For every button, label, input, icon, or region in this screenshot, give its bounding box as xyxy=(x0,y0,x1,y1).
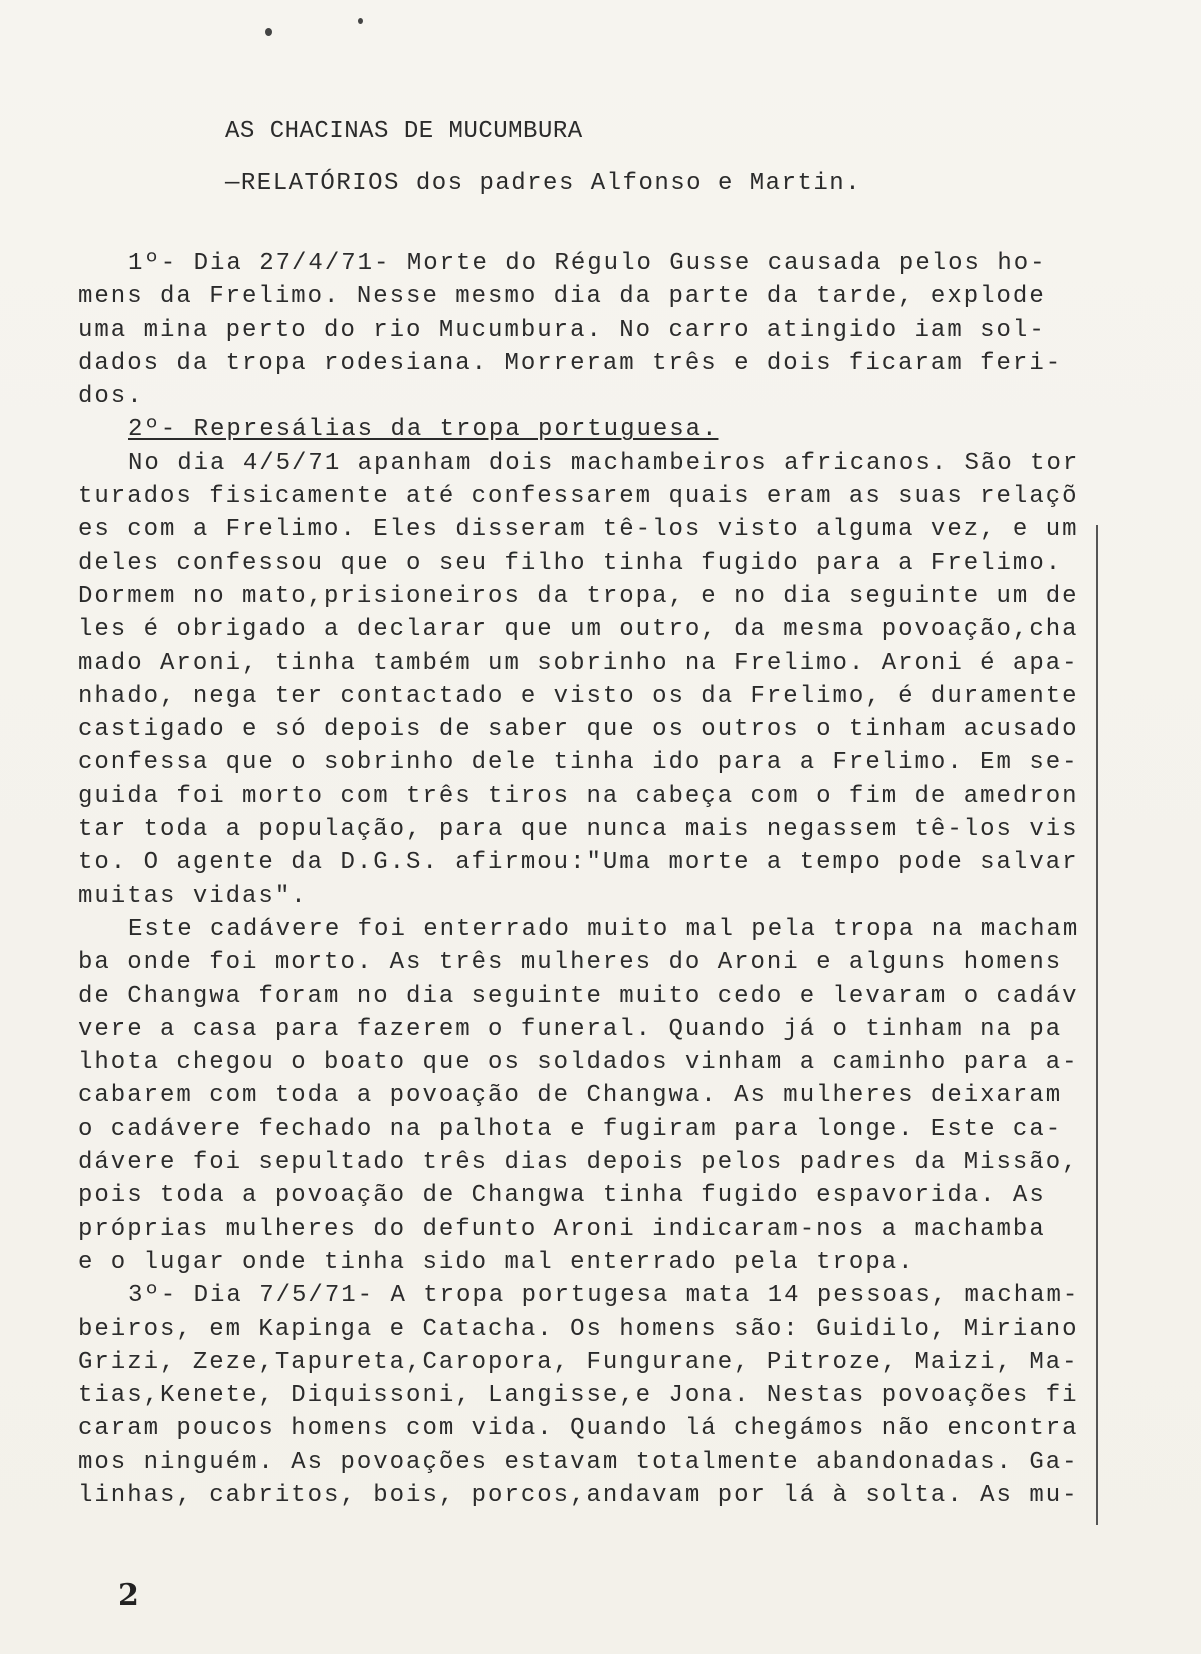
document-subtitle: —RELATÓRIOS dos padres Alfonso e Martin. xyxy=(225,170,862,197)
text-line: confessa que o sobrinho dele tinha ido para a Frelimo. Em se- xyxy=(78,749,1079,777)
text-line: deles confessou que o seu filho tinha fugido para a Frelimo. xyxy=(78,549,1063,577)
text-line: 1º- Dia 27/4/71- Morte do Régulo Gusse causada pelos ho- xyxy=(128,250,1047,277)
text-line: próprias mulheres do defunto Aroni indicaram-nos a machamba xyxy=(78,1215,1046,1243)
text-line: o cadávere fechado na palhota e fugiram para longe. Este ca- xyxy=(78,1115,1063,1143)
text-line: nhado, nega ter contactado e visto os da Frelimo, é duramente xyxy=(78,682,1079,710)
document-body xyxy=(78,247,1118,1512)
text-line: 3º- Dia 7/5/71- A tropa portugesa mata 14 pessoas, macham- xyxy=(128,1282,1080,1310)
text-line: muitas vidas". xyxy=(78,882,308,910)
text-line: dávere foi sepultado três dias depois pelos padres da Missão, xyxy=(78,1149,1079,1177)
text-line: beiros, em Kapinga e Catacha. Os homens são: Guidilo, Miriano xyxy=(78,1315,1079,1343)
text-line: vere a casa para fazerem o funeral. Quando já o tinham na pa xyxy=(78,1015,1063,1043)
margin-line xyxy=(1096,525,1098,1525)
text-line: Dormem no mato,prisioneiros da tropa, e no dia seguinte um de xyxy=(78,582,1079,610)
text-line: mado Aroni, tinha também um sobrinho na Frelimo. Aroni é apa- xyxy=(78,649,1079,677)
text-line: Grizi, Zeze,Tapureta,Caropora, Fungurane, Pitroze, Maizi, Ma- xyxy=(78,1348,1079,1376)
text-line: es com a Frelimo. Eles disseram tê-los visto alguma vez, e um xyxy=(78,516,1079,544)
text-line: ba onde foi morto. As três mulheres do Aroni e alguns homens xyxy=(78,949,1063,977)
text-line: lhota chegou o boato que os soldados vinham a caminho para a- xyxy=(78,1049,1079,1077)
text-line: dos. xyxy=(78,383,144,411)
text-line: cabarem com toda a povoação de Changwa. As mulheres deixaram xyxy=(78,1082,1063,1110)
text-line: mos ninguém. As povoações estavam totalmente abandonadas. Ga- xyxy=(78,1448,1079,1476)
text-line: castigado e só depois de saber que os outros o tinham acusado xyxy=(78,716,1079,744)
ink-speck xyxy=(265,28,272,36)
text-line: No dia 4/5/71 apanham dois machambeiros africanos. São tor xyxy=(128,449,1080,477)
text-line: turados fisicamente até confessarem quais eram as suas relaçõ xyxy=(78,483,1079,511)
text-line: guida foi morto com três tiros na cabeça com o fim de amedron xyxy=(78,782,1079,810)
text-line: caram poucos homens com vida. Quando lá chegámos não encontra xyxy=(78,1415,1079,1443)
text-line: dados da tropa rodesiana. Morreram três e dois ficaram feri- xyxy=(78,349,1063,377)
text-line: e o lugar onde tinha sido mal enterrado pela tropa. xyxy=(78,1248,915,1276)
text-line: de Changwa foram no dia seguinte muito cedo e levaram o cadáv xyxy=(78,982,1079,1010)
page-number: 2 xyxy=(118,1578,139,1613)
ink-speck xyxy=(358,18,363,24)
text-line: tar toda a população, para que nunca mais negassem tê-los vis xyxy=(78,816,1079,844)
section-heading: 2º- Represálias da tropa portuguesa. xyxy=(128,416,719,444)
text-line: les é obrigado a declarar que um outro, da mesma povoação,cha xyxy=(78,616,1079,644)
text-line: to. O agente da D.G.S. afirmou:"Uma morte a tempo pode salvar xyxy=(78,849,1079,877)
text-line: mens da Frelimo. Nesse mesmo dia da parte da tarde, explode xyxy=(78,283,1046,311)
text-line: linhas, cabritos, bois, porcos,andavam por lá à solta. As mu- xyxy=(78,1481,1079,1509)
text-line: pois toda a povoação de Changwa tinha fugido espavorida. As xyxy=(78,1182,1046,1210)
text-line: Este cadávere foi enterrado muito mal pela tropa na macham xyxy=(128,915,1080,943)
text-line: uma mina perto do rio Mucumbura. No carro atingido iam sol- xyxy=(78,316,1046,344)
document-title: AS CHACINAS DE MUCUMBURA xyxy=(225,118,583,145)
text-line: tias,Kenete, Diquissoni, Langisse,e Jona. Nestas povoações fi xyxy=(78,1382,1079,1410)
